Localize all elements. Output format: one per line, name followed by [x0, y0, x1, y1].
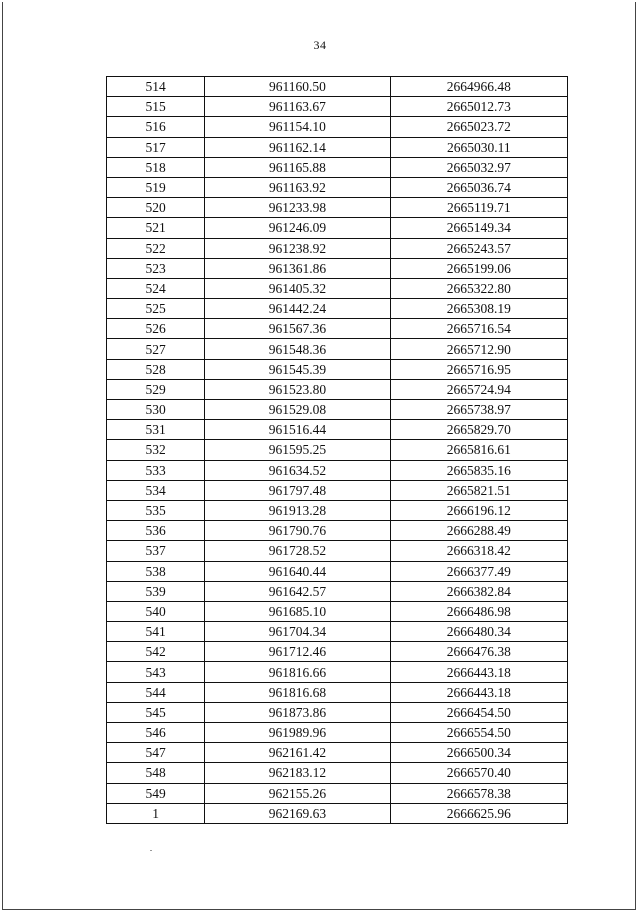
x-coordinate-cell: 962183.12	[205, 763, 390, 783]
x-coordinate-cell: 961162.14	[205, 137, 390, 157]
scan-speck	[150, 850, 152, 851]
table-row	[107, 177, 568, 197]
point-number-cell: 538	[107, 561, 205, 581]
table-row	[107, 299, 568, 319]
table-row	[107, 278, 568, 298]
x-coordinate-cell: 961233.98	[205, 198, 390, 218]
point-number-cell: 525	[107, 299, 205, 319]
point-number-cell: 522	[107, 238, 205, 258]
x-coordinate-cell: 961634.52	[205, 460, 390, 480]
table-row	[107, 238, 568, 258]
table-row	[107, 379, 568, 399]
y-coordinate-cell: 2666578.38	[390, 783, 567, 803]
table-row	[107, 803, 568, 823]
table-row	[107, 440, 568, 460]
y-coordinate-cell: 2665036.74	[390, 177, 567, 197]
table-row	[107, 137, 568, 157]
x-coordinate-cell: 961246.09	[205, 218, 390, 238]
y-coordinate-cell: 2666480.34	[390, 622, 567, 642]
x-coordinate-cell: 961640.44	[205, 561, 390, 581]
point-number-cell: 541	[107, 622, 205, 642]
table-row	[107, 541, 568, 561]
x-coordinate-cell: 961567.36	[205, 319, 390, 339]
table-row	[107, 218, 568, 238]
table-row	[107, 763, 568, 783]
y-coordinate-cell: 2665023.72	[390, 117, 567, 137]
point-number-cell: 539	[107, 581, 205, 601]
table-row	[107, 400, 568, 420]
y-coordinate-cell: 2666625.96	[390, 803, 567, 823]
table-row	[107, 157, 568, 177]
x-coordinate-cell: 962161.42	[205, 743, 390, 763]
table-row	[107, 521, 568, 541]
x-coordinate-cell: 961165.88	[205, 157, 390, 177]
point-number-cell: 546	[107, 723, 205, 743]
y-coordinate-cell: 2665308.19	[390, 299, 567, 319]
y-coordinate-cell: 2664966.48	[390, 77, 567, 97]
point-number-cell: 516	[107, 117, 205, 137]
y-coordinate-cell: 2665199.06	[390, 258, 567, 278]
point-number-cell: 517	[107, 137, 205, 157]
y-coordinate-cell: 2665829.70	[390, 420, 567, 440]
table-row	[107, 783, 568, 803]
point-number-cell: 518	[107, 157, 205, 177]
point-number-cell: 534	[107, 480, 205, 500]
table-row	[107, 359, 568, 379]
table-row	[107, 117, 568, 137]
point-number-cell: 549	[107, 783, 205, 803]
y-coordinate-cell: 2666382.84	[390, 581, 567, 601]
point-number-cell: 545	[107, 702, 205, 722]
x-coordinate-cell: 961361.86	[205, 258, 390, 278]
x-coordinate-cell: 961728.52	[205, 541, 390, 561]
y-coordinate-cell: 2665738.97	[390, 400, 567, 420]
y-coordinate-cell: 2666570.40	[390, 763, 567, 783]
y-coordinate-cell: 2666318.42	[390, 541, 567, 561]
point-number-cell: 524	[107, 278, 205, 298]
y-coordinate-cell: 2666443.18	[390, 682, 567, 702]
table-row	[107, 561, 568, 581]
table-row	[107, 460, 568, 480]
y-coordinate-cell: 2665816.61	[390, 440, 567, 460]
point-number-cell: 523	[107, 258, 205, 278]
table-row	[107, 601, 568, 621]
table-row	[107, 258, 568, 278]
y-coordinate-cell: 2665712.90	[390, 339, 567, 359]
table-row	[107, 198, 568, 218]
point-number-cell: 533	[107, 460, 205, 480]
x-coordinate-cell: 961642.57	[205, 581, 390, 601]
y-coordinate-cell: 2665149.34	[390, 218, 567, 238]
y-coordinate-cell: 2665716.95	[390, 359, 567, 379]
x-coordinate-cell: 962155.26	[205, 783, 390, 803]
coordinate-table-body	[107, 77, 568, 824]
table-row	[107, 339, 568, 359]
point-number-cell: 526	[107, 319, 205, 339]
point-number-cell: 514	[107, 77, 205, 97]
point-number-cell: 544	[107, 682, 205, 702]
x-coordinate-cell: 961529.08	[205, 400, 390, 420]
table-row	[107, 662, 568, 682]
y-coordinate-cell: 2665322.80	[390, 278, 567, 298]
x-coordinate-cell: 961790.76	[205, 521, 390, 541]
y-coordinate-cell: 2665724.94	[390, 379, 567, 399]
point-number-cell: 543	[107, 662, 205, 682]
y-coordinate-cell: 2665012.73	[390, 97, 567, 117]
point-number-cell: 536	[107, 521, 205, 541]
x-coordinate-cell: 961154.10	[205, 117, 390, 137]
y-coordinate-cell: 2666454.50	[390, 702, 567, 722]
x-coordinate-cell: 961913.28	[205, 500, 390, 520]
x-coordinate-cell: 961816.68	[205, 682, 390, 702]
y-coordinate-cell: 2666288.49	[390, 521, 567, 541]
table-row	[107, 642, 568, 662]
table-row	[107, 480, 568, 500]
point-number-cell: 532	[107, 440, 205, 460]
y-coordinate-cell: 2666500.34	[390, 743, 567, 763]
table-row	[107, 702, 568, 722]
x-coordinate-cell: 961989.96	[205, 723, 390, 743]
y-coordinate-cell: 2666443.18	[390, 662, 567, 682]
x-coordinate-cell: 961405.32	[205, 278, 390, 298]
x-coordinate-cell: 961595.25	[205, 440, 390, 460]
y-coordinate-cell: 2665030.11	[390, 137, 567, 157]
x-coordinate-cell: 961797.48	[205, 480, 390, 500]
y-coordinate-cell: 2666196.12	[390, 500, 567, 520]
table-row	[107, 622, 568, 642]
point-number-cell: 542	[107, 642, 205, 662]
y-coordinate-cell: 2665716.54	[390, 319, 567, 339]
table-row	[107, 420, 568, 440]
x-coordinate-cell: 961548.36	[205, 339, 390, 359]
point-number-cell: 520	[107, 198, 205, 218]
y-coordinate-cell: 2666486.98	[390, 601, 567, 621]
point-number-cell: 531	[107, 420, 205, 440]
point-number-cell: 521	[107, 218, 205, 238]
x-coordinate-cell: 961516.44	[205, 420, 390, 440]
point-number-cell: 535	[107, 500, 205, 520]
page-number: 34	[313, 38, 327, 52]
x-coordinate-cell: 961163.67	[205, 97, 390, 117]
point-number-cell: 519	[107, 177, 205, 197]
y-coordinate-cell: 2665032.97	[390, 157, 567, 177]
x-coordinate-cell: 961523.80	[205, 379, 390, 399]
point-number-cell: 537	[107, 541, 205, 561]
table-row	[107, 319, 568, 339]
x-coordinate-cell: 961163.92	[205, 177, 390, 197]
x-coordinate-cell: 961873.86	[205, 702, 390, 722]
point-number-cell: 527	[107, 339, 205, 359]
x-coordinate-cell: 961816.66	[205, 662, 390, 682]
table-row	[107, 77, 568, 97]
x-coordinate-cell: 961704.34	[205, 622, 390, 642]
x-coordinate-cell: 961685.10	[205, 601, 390, 621]
point-number-cell: 547	[107, 743, 205, 763]
table-row	[107, 500, 568, 520]
table-row	[107, 682, 568, 702]
table-row	[107, 581, 568, 601]
point-number-cell: 530	[107, 400, 205, 420]
y-coordinate-cell: 2666554.50	[390, 723, 567, 743]
coordinate-table	[106, 76, 568, 824]
x-coordinate-cell: 961238.92	[205, 238, 390, 258]
table-row	[107, 743, 568, 763]
x-coordinate-cell: 962169.63	[205, 803, 390, 823]
y-coordinate-cell: 2665835.16	[390, 460, 567, 480]
table-row	[107, 723, 568, 743]
point-number-cell: 529	[107, 379, 205, 399]
point-number-cell: 1	[107, 803, 205, 823]
y-coordinate-cell: 2665119.71	[390, 198, 567, 218]
x-coordinate-cell: 961712.46	[205, 642, 390, 662]
point-number-cell: 515	[107, 97, 205, 117]
y-coordinate-cell: 2666476.38	[390, 642, 567, 662]
y-coordinate-cell: 2666377.49	[390, 561, 567, 581]
x-coordinate-cell: 961545.39	[205, 359, 390, 379]
point-number-cell: 540	[107, 601, 205, 621]
y-coordinate-cell: 2665821.51	[390, 480, 567, 500]
y-coordinate-cell: 2665243.57	[390, 238, 567, 258]
x-coordinate-cell: 961442.24	[205, 299, 390, 319]
x-coordinate-cell: 961160.50	[205, 77, 390, 97]
point-number-cell: 528	[107, 359, 205, 379]
point-number-cell: 548	[107, 763, 205, 783]
table-row	[107, 97, 568, 117]
